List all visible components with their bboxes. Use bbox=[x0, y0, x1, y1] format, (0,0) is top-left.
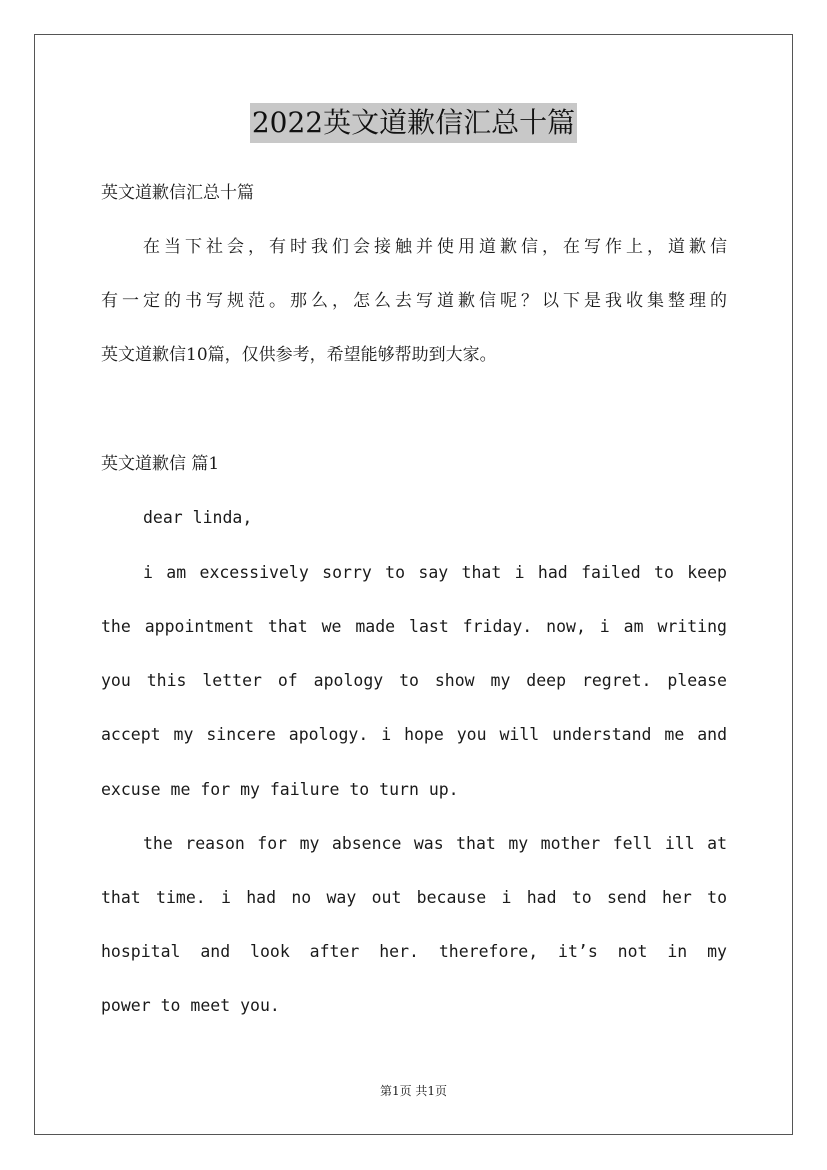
document-subtitle: 英文道歉信汇总十篇 bbox=[101, 183, 254, 203]
intro-line: 英文道歉信10篇，仅供参考，希望能够帮助到大家。 bbox=[101, 345, 497, 365]
paragraph-line: excuse me for my failure to turn up. bbox=[101, 780, 459, 799]
section-heading: 英文道歉信 篇1 bbox=[101, 454, 220, 474]
paragraph-line: you this letter of apology to show my deep regret. please bbox=[101, 671, 727, 690]
intro-line: 有一定的书写规范。那么，怎么去写道歉信呢？以下是我收集整理的 bbox=[101, 291, 727, 311]
salutation: dear linda, bbox=[143, 508, 253, 527]
paragraph-line: power to meet you. bbox=[101, 996, 280, 1015]
document-title: 2022英文道歉信汇总十篇 bbox=[250, 103, 577, 143]
intro-line: 在当下社会，有时我们会接触并使用道歉信，在写作上，道歉信 bbox=[143, 237, 727, 257]
page-number-footer: 第1页 共1页 bbox=[379, 1084, 448, 1098]
paragraph-line: that time. i had no way out because i had to send her to bbox=[101, 888, 727, 907]
paragraph-line: i am excessively sorry to say that i had failed to keep bbox=[143, 563, 727, 582]
paragraph-line: the reason for my absence was that my mother fell ill at bbox=[143, 834, 727, 853]
title-container bbox=[0, 103, 827, 143]
paragraph-line: hospital and look after her. therefore, it’s not in my bbox=[101, 942, 727, 961]
paragraph-line: the appointment that we made last friday. now, i am writing bbox=[101, 617, 727, 636]
paragraph-line: accept my sincere apology. i hope you will understand me and bbox=[101, 725, 727, 744]
